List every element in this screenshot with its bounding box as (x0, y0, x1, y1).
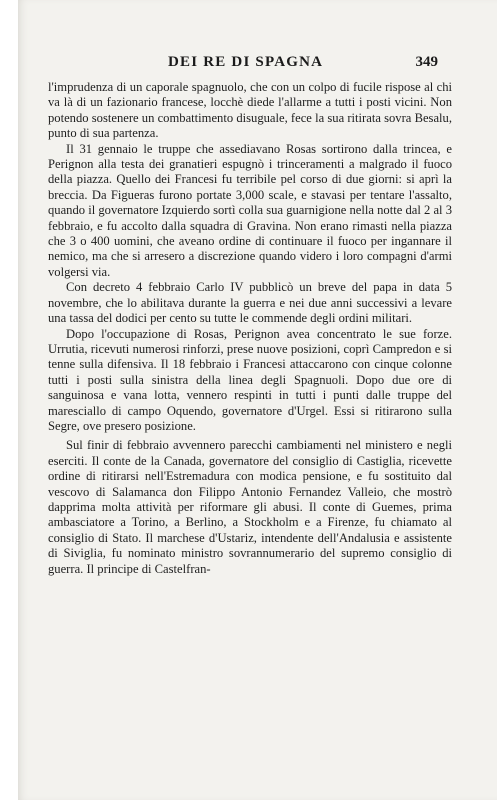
book-page (18, 0, 497, 800)
paragraph: Sul finir di febbraio avvennero parecchi cambiamenti nel ministero e negli eserciti. Il conte de la Canada, governatore del consiglio di Castiglia, ricevette ordine di ritirarsi nell'Estremadura con modica pensione, e fu sostituito dal vescovo di Salamanca don Filippo Antonio Fernandez Valleio, che mostrò dapprima molta attività per riformare gli abusi. Il conte di Guemes, prima ambasciatore a Torino, a Berlino, a Stockholm e a Firenze, fu chiamato al consiglio di Stato. Il marchese d'Ustariz, intendente dell'Andalusia e assistente di Siviglia, fu nominato ministro sovrannumerario del supremo consiglio di guerra. Il principe di Castelfran- (48, 438, 452, 576)
paragraph: Con decreto 4 febbraio Carlo IV pubblicò un breve del papa in data 5 novembre, che lo abilitava durante la guerra e nei due anni successivi a levare una tassa del dodici per cento su tutte le commende degli ordini militari. (48, 280, 452, 326)
paragraph: Il 31 gennaio le truppe che assediavano Rosas sortirono dalla trincea, e Perignon alla testa dei granatieri espugnò i trinceramenti a malgrado il fuoco della piazza. Quello dei Francesi fu terribile pel corso di due giorni: si aprì la breccia. Da Figueras furono portate 3,000 scale, e stavasi per tentare l'assalto, quando il governatore Izquierdo sortì colla sua guarnigione nella notte dal 2 al 3 febbraio, e fu accolto dalla squadra di Gravina. Non erano rimasti nella piazza che 3 o 400 uomini, che aveano ordine di continuare il fuoco per ingannare il nemico, ma che si arresero a discrezione quando videro i loro compagni d'armi volgersi via. (48, 141, 452, 279)
running-title: DEI RE DI SPAGNA (168, 54, 324, 70)
paragraph: Dopo l'occupazione di Rosas, Perignon avea concentrato le sue forze. Urrutia, ricevuti numerosi rinforzi, prese nuove posizioni, coprì Campredon e si tenne sulla difensiva. Il 18 febbraio i Francesi attaccarono con cinque colonne tutti i posti sulla sinistra della linea degli Spagnuoli. Dopo due ore di sanguinosa e vana lotta, vennero respinti in tutti i punti dalle truppe del maresciallo di campo Oquendo, governatore d'Urgel. Essi si ritirarono sulla Segre, ove presero posizione. (48, 326, 452, 433)
paragraph: l'imprudenza di un caporale spagnuolo, che con un colpo di fucile rispose al chi va là di un fazionario francese, locchè diede l'allarme a tutti i posti vicini. Non potendo sostenere un combattimento disuguale, fece la sua ritirata sovra Besalu, punto di sua partenza. (48, 80, 452, 141)
page-number: 349 (415, 54, 438, 70)
page-header (168, 54, 438, 76)
body-text (48, 80, 452, 577)
